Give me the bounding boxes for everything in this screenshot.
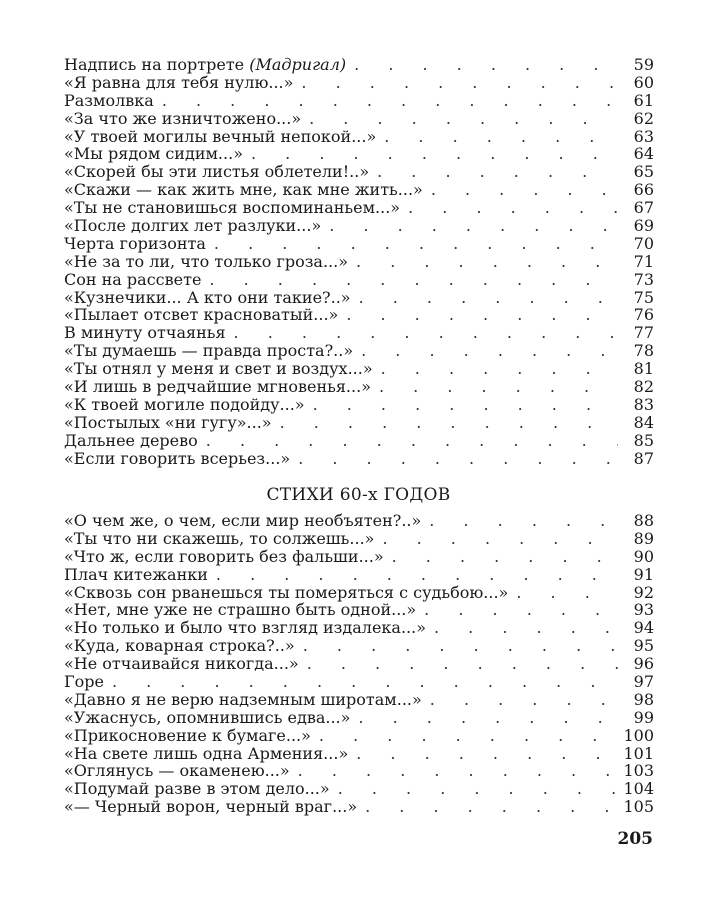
entry-title: «За что же изничтожено...» [64, 108, 302, 128]
dot-leader [423, 181, 618, 199]
dot-leader [299, 655, 618, 673]
dot-leader [338, 306, 618, 324]
dot-leader [198, 432, 618, 450]
entry-title: «Сквозь сон рванешься ты померяться с судьбою...» [64, 582, 509, 602]
entry-page-number: 88 [633, 511, 654, 530]
toc-entry [64, 271, 654, 289]
entry-page-number: 95 [633, 636, 654, 656]
dot-leader [371, 378, 618, 396]
entry-page-number: 96 [633, 654, 654, 674]
toc-entry [64, 253, 654, 271]
entry-title: В минуту отчаянья [64, 323, 226, 343]
entry-page-number: 62 [633, 108, 654, 128]
entry-title: «Куда, коварная строка?..» [64, 636, 295, 656]
dot-leader [350, 709, 618, 727]
entry-title: «Что ж, если говорить без фальши...» [64, 546, 384, 566]
toc-entry [64, 360, 654, 378]
entry-title: «Я равна для тебя нулю...» [64, 72, 294, 92]
entry-title: «После долгих лет разлуки...» [64, 216, 322, 236]
dot-leader [348, 253, 618, 271]
toc-entry [64, 780, 654, 798]
toc-list-1 [64, 56, 654, 467]
entry-title: Горе [64, 672, 104, 692]
entry-page-number: 61 [633, 90, 654, 110]
toc-entry [64, 637, 654, 655]
dot-leader [293, 74, 618, 92]
toc-entry [64, 798, 654, 816]
entry-title: «Ужаснусь, опомнившись едва...» [64, 707, 351, 727]
toc-entry [64, 217, 654, 235]
dot-leader [330, 780, 618, 798]
toc-entry [64, 655, 654, 673]
dot-leader [353, 342, 618, 360]
entry-title: Надпись на портрете (Мадригал) [64, 55, 347, 74]
entry-title: Сон на рассвете [64, 269, 202, 289]
dot-leader [154, 92, 618, 110]
entry-page-number: 98 [633, 689, 654, 709]
dot-leader [374, 530, 618, 548]
entry-title: «Не отчаивайся никогда...» [64, 654, 299, 674]
toc-entry [64, 512, 654, 530]
entry-page-number: 97 [633, 672, 654, 692]
page-number: 205 [617, 829, 653, 849]
entry-title: «Пылает отсвет красноватый...» [64, 305, 339, 325]
dot-leader [208, 566, 618, 584]
dot-leader [373, 360, 618, 378]
dot-leader [348, 745, 618, 763]
entry-page-number: 82 [633, 377, 654, 397]
dot-leader [321, 217, 618, 235]
entry-page-number: 65 [633, 162, 654, 182]
dot-leader [243, 145, 618, 163]
entry-title: «— Черный ворон, черный враг...» [64, 797, 358, 817]
entry-page-number: 105 [623, 797, 654, 817]
toc-section-2 [64, 512, 654, 816]
entry-page-number: 83 [633, 394, 654, 414]
toc-entry [64, 691, 654, 709]
entry-title: «Ты не становишься воспоминаньем...» [64, 198, 401, 218]
toc-entry [64, 673, 654, 691]
entry-title: Плач китежанки [64, 564, 208, 584]
dot-leader [357, 798, 618, 816]
toc-entry [64, 289, 654, 307]
entry-page-number: 64 [633, 144, 654, 164]
toc-entry [64, 530, 654, 548]
toc-section-1 [64, 56, 654, 467]
entry-page-number: 71 [633, 251, 654, 271]
entry-title: «На свете лишь одна Армения...» [64, 743, 349, 763]
entry-page-number: 60 [633, 72, 654, 92]
toc-entry [64, 163, 654, 181]
entry-page-number: 63 [633, 126, 654, 146]
entry-page-number: 100 [623, 725, 654, 745]
dot-leader [508, 584, 618, 602]
entry-title: «Но только и было что взгляд издалека...» [64, 618, 426, 638]
entry-title: «О чем же, о чем, если мир необъятен?..» [64, 511, 422, 530]
entry-title: Дальнее дерево [64, 430, 198, 450]
toc-entry [64, 396, 654, 414]
entry-title: «Не за то ли, что только гроза...» [64, 251, 349, 271]
toc-entry [64, 56, 654, 74]
dot-leader [400, 199, 618, 217]
toc-entry [64, 128, 654, 146]
dot-leader [384, 548, 618, 566]
entry-title: «Мы рядом сидим...» [64, 144, 243, 164]
dot-leader [104, 673, 618, 691]
entry-page-number: 77 [633, 323, 654, 343]
entry-page-number: 87 [633, 448, 654, 468]
entry-title: «У твоей могилы вечный непокой...» [64, 126, 377, 146]
entry-title: Черта горизонта [64, 233, 206, 253]
toc-entry [64, 414, 654, 432]
dot-leader [351, 289, 618, 307]
dot-leader [226, 324, 618, 342]
dot-leader [290, 450, 618, 468]
dot-leader [422, 691, 618, 709]
toc-entry [64, 745, 654, 763]
toc-entry [64, 601, 654, 619]
entry-title: «Прикосновение к бумаге...» [64, 725, 311, 745]
dot-leader [305, 396, 618, 414]
toc-entry [64, 145, 654, 163]
dot-leader [290, 762, 618, 780]
toc-entry [64, 450, 654, 468]
toc-entry [64, 762, 654, 780]
toc-entry [64, 92, 654, 110]
entry-title: «К твоей могиле подойду...» [64, 394, 305, 414]
toc-entry [64, 235, 654, 253]
dot-leader [369, 163, 618, 181]
toc-entry [64, 619, 654, 637]
entry-page-number: 66 [633, 180, 654, 200]
dot-leader [311, 727, 618, 745]
entry-page-number: 103 [623, 761, 654, 781]
toc-entry [64, 306, 654, 324]
entry-page-number: 85 [633, 430, 654, 450]
toc-list-2 [64, 512, 654, 816]
entry-title: «Если говорить всерьез...» [64, 448, 291, 468]
toc-entry [64, 584, 654, 602]
entry-page-number: 69 [633, 216, 654, 236]
entry-page-number: 91 [633, 564, 654, 584]
toc-entry [64, 709, 654, 727]
dot-leader [201, 271, 618, 289]
entry-title: «Ты отнял у меня и свет и воздух...» [64, 359, 373, 379]
entry-page-number: 94 [633, 618, 654, 638]
entry-title: «И лишь в редчайшие мгновенья...» [64, 377, 371, 397]
entry-page-number: 73 [633, 269, 654, 289]
entry-page-number: 89 [633, 528, 654, 548]
entry-page-number: 70 [633, 233, 654, 253]
entry-page-number: 104 [623, 779, 654, 799]
entry-title: «Давно я не верю надземным широтам...» [64, 689, 422, 709]
entry-page-number: 75 [633, 287, 654, 307]
entry-title: «Скажи — как жить мне, как мне жить...» [64, 180, 423, 200]
entry-title: «Ты думаешь — правда проста?..» [64, 341, 354, 361]
dot-leader [295, 637, 618, 655]
toc-entry [64, 342, 654, 360]
entry-page-number: 76 [633, 305, 654, 325]
toc-entry [64, 548, 654, 566]
toc-entry [64, 199, 654, 217]
entry-title: «Нет, мне уже не страшно быть одной...» [64, 600, 417, 620]
toc-entry [64, 378, 654, 396]
toc-entry [64, 727, 654, 745]
dot-leader [301, 110, 618, 128]
entry-page-number: 67 [633, 198, 654, 218]
entry-page-number: 99 [633, 707, 654, 727]
toc-entry [64, 432, 654, 450]
entry-title: «Скорей бы эти листья облетели!..» [64, 162, 370, 182]
entry-title: «Подумай разве в этом дело...» [64, 779, 330, 799]
entry-page-number: 59 [633, 55, 654, 74]
dot-leader [346, 56, 618, 74]
dot-leader [206, 235, 618, 253]
section-heading: СТИХИ 60-х ГОДОВ [266, 485, 451, 505]
entry-page-number: 93 [633, 600, 654, 620]
entry-page-number: 81 [633, 359, 654, 379]
entry-page-number: 92 [633, 582, 654, 602]
dot-leader [272, 414, 618, 432]
entry-title: «Постылых «ни гугу»...» [64, 412, 272, 432]
dot-leader [376, 128, 618, 146]
entry-page-number: 90 [633, 546, 654, 566]
dot-leader [426, 619, 618, 637]
entry-page-number: 101 [623, 743, 654, 763]
entry-title: «Ты что ни скажешь, то солжешь...» [64, 528, 375, 548]
entry-page-number: 78 [633, 341, 654, 361]
dot-leader [421, 512, 618, 530]
toc-entry [64, 74, 654, 92]
entry-title: «Оглянусь — окаменею...» [64, 761, 290, 781]
toc-entry [64, 566, 654, 584]
toc-entry [64, 324, 654, 342]
entry-title: «Кузнечики... А кто они такие?..» [64, 287, 351, 307]
toc-entry [64, 181, 654, 199]
entry-title: Размолвка [64, 90, 154, 110]
dot-leader [416, 601, 618, 619]
entry-page-number: 84 [633, 412, 654, 432]
toc-entry [64, 110, 654, 128]
